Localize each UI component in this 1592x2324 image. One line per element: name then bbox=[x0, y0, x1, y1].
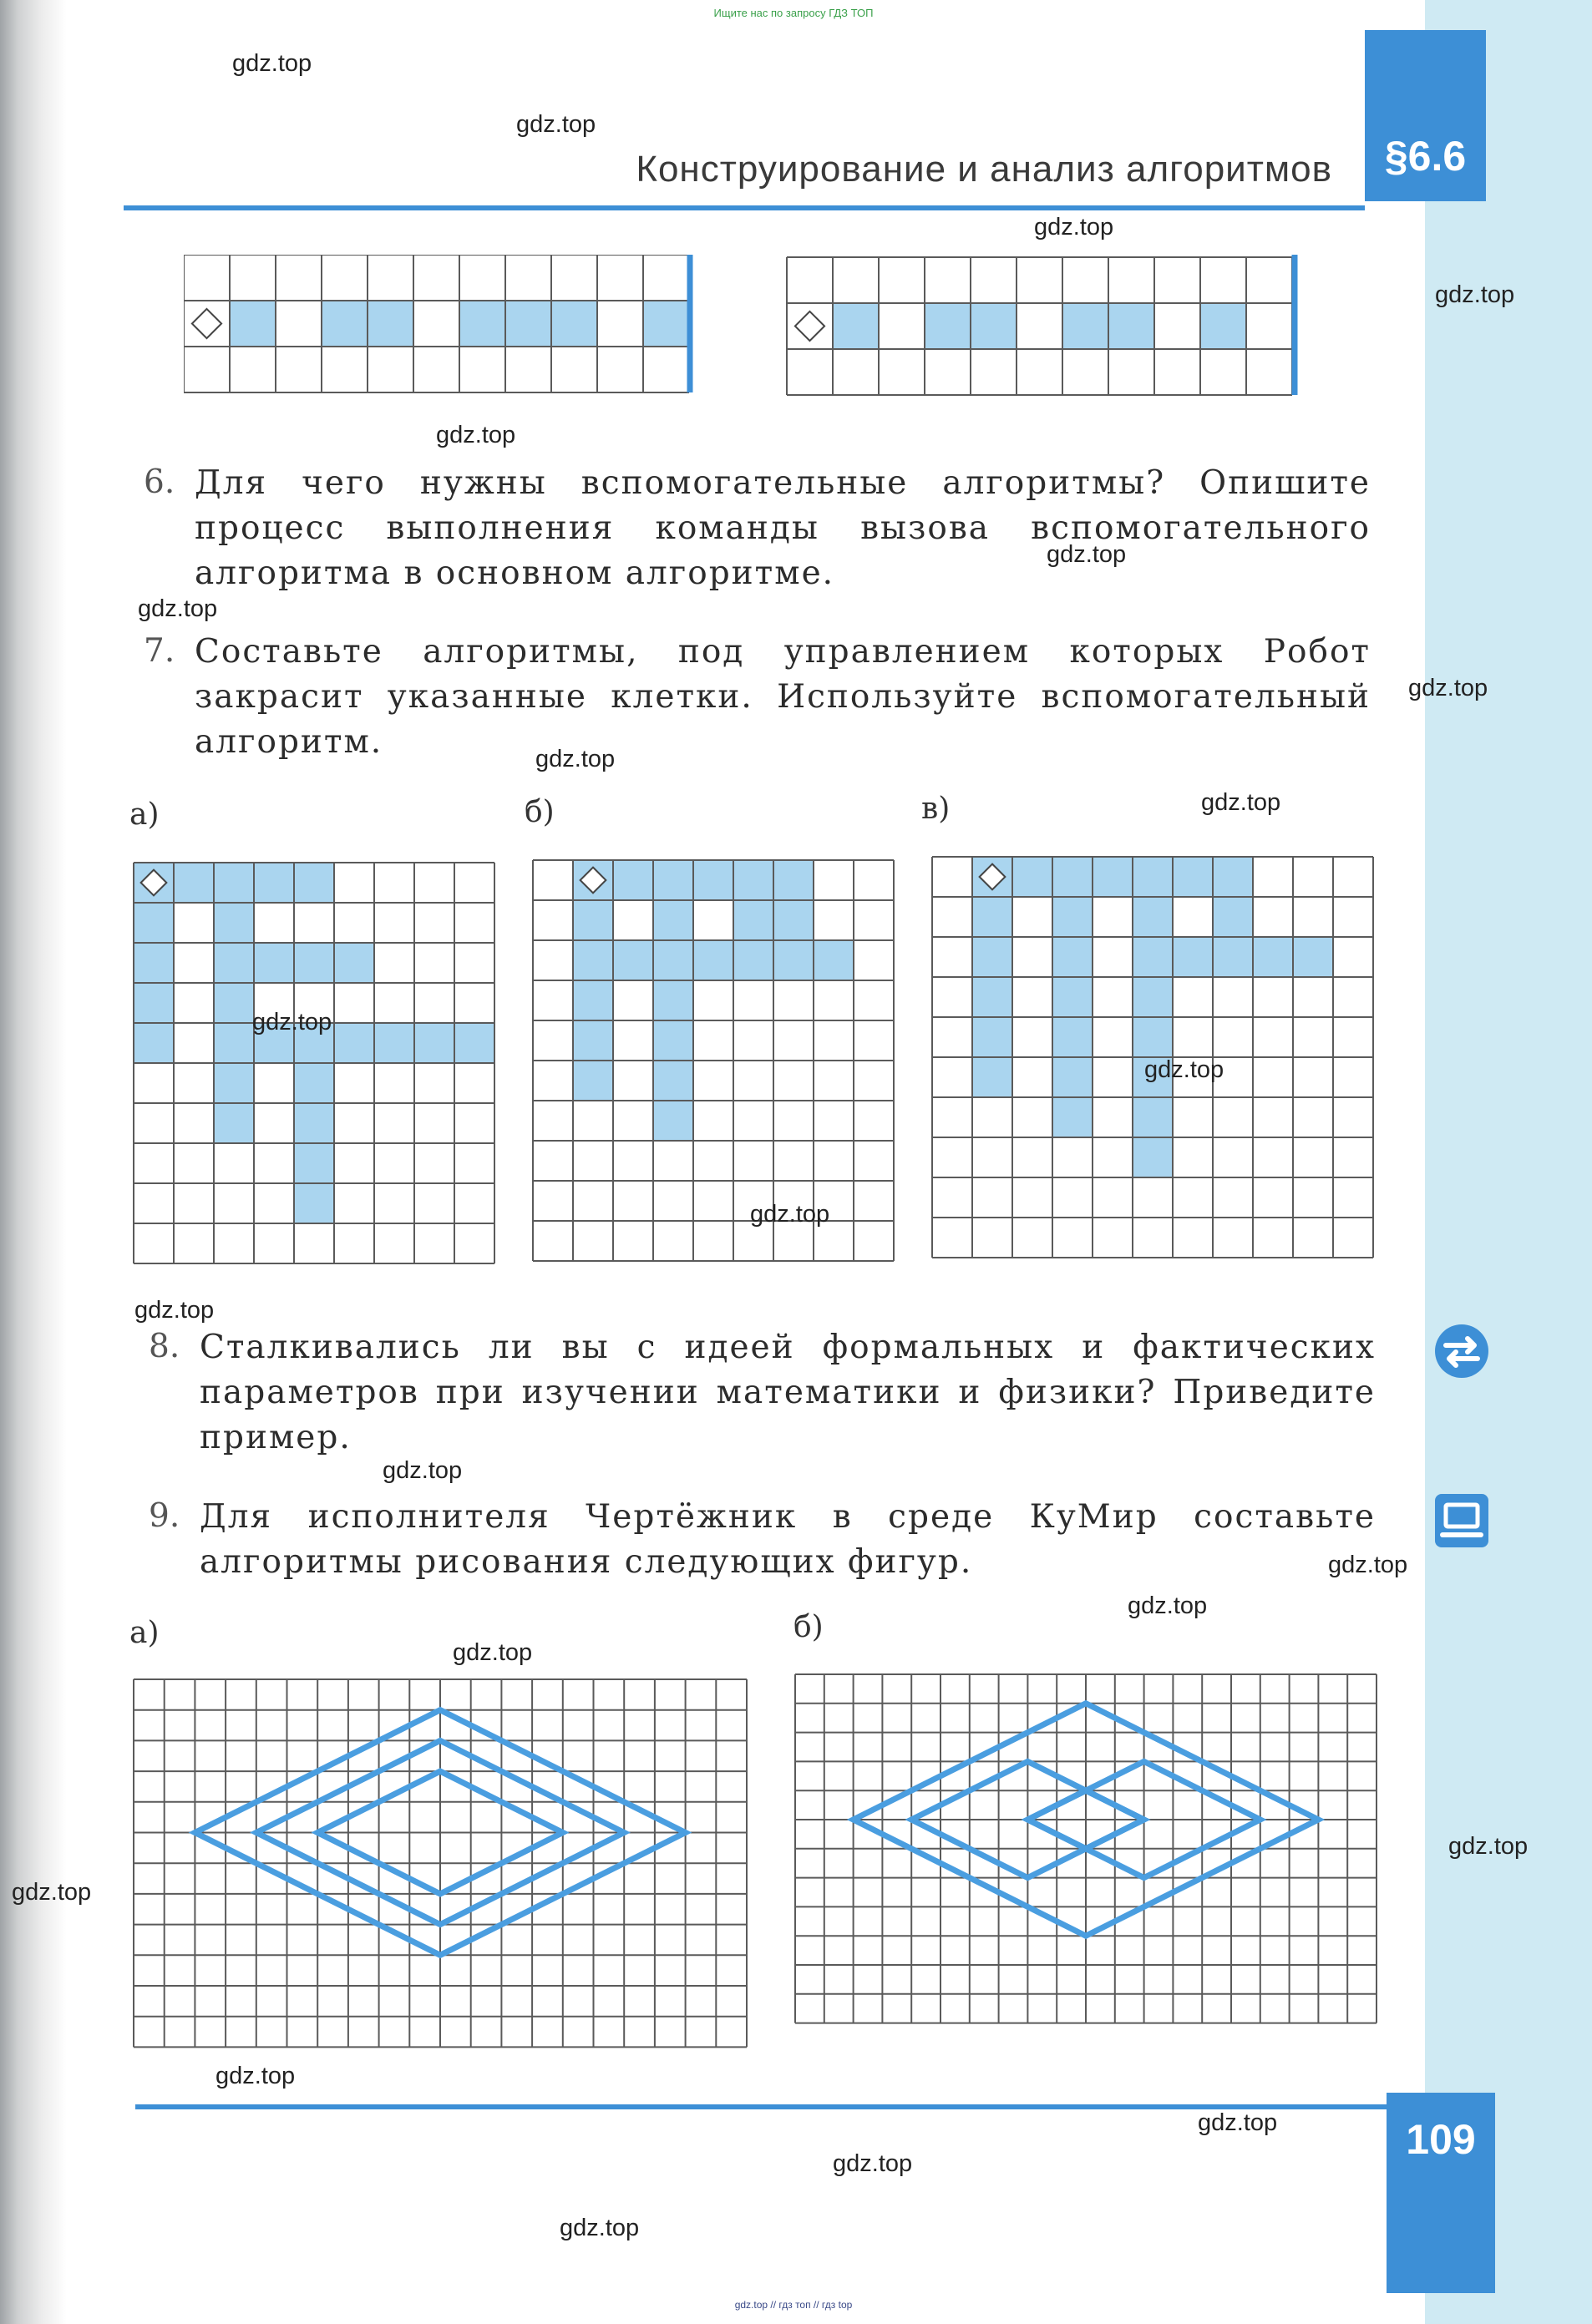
robot-strips-figure bbox=[184, 255, 1311, 405]
painted-cell bbox=[773, 860, 814, 900]
painted-cell bbox=[833, 303, 879, 349]
painted-cell bbox=[214, 1063, 254, 1103]
painted-cell bbox=[134, 983, 174, 1023]
robot-grid-a bbox=[134, 863, 494, 1263]
computer-icon bbox=[1434, 1493, 1489, 1548]
painted-cell bbox=[134, 943, 174, 983]
painted-cell bbox=[1052, 1097, 1093, 1137]
painted-cell bbox=[505, 301, 551, 347]
painted-cell bbox=[733, 940, 773, 980]
painted-cell bbox=[573, 940, 613, 980]
task-9-label-b: б) bbox=[793, 1610, 824, 1644]
painted-cell bbox=[1052, 897, 1093, 937]
task-8-number: 8. bbox=[149, 1328, 180, 1365]
painted-cell bbox=[733, 860, 773, 900]
watermark: gdz.top bbox=[833, 2150, 913, 2177]
watermark: gdz.top bbox=[1201, 789, 1281, 816]
painted-cell bbox=[368, 301, 413, 347]
painted-cell bbox=[294, 943, 334, 983]
watermark: gdz.top bbox=[1198, 2109, 1278, 2136]
painted-cell bbox=[653, 860, 693, 900]
watermark: gdz.top bbox=[1047, 541, 1127, 568]
painted-cell bbox=[1293, 937, 1333, 977]
painted-cell bbox=[1093, 857, 1133, 897]
painted-cell bbox=[1052, 977, 1093, 1017]
painted-cell bbox=[134, 1023, 174, 1063]
painted-cell bbox=[1173, 937, 1213, 977]
painted-cell bbox=[653, 1061, 693, 1101]
task-7-number: 7. bbox=[144, 632, 175, 670]
task-9-text: Для исполнителя Чертёжник в среде КуМир составьте алгоритмы рисования следующих фигур. bbox=[200, 1498, 1376, 1581]
painted-cell bbox=[1052, 937, 1093, 977]
painted-cell bbox=[573, 1020, 613, 1061]
watermark: gdz.top bbox=[750, 1201, 830, 1228]
watermark: gdz.top bbox=[560, 2215, 640, 2241]
painted-cell bbox=[653, 980, 693, 1020]
painted-cell bbox=[1012, 857, 1052, 897]
painted-cell bbox=[1253, 937, 1293, 977]
painted-cell bbox=[254, 863, 294, 903]
painted-cell bbox=[613, 940, 653, 980]
task-6-text: Для чего нужны вспомогательные алгоритмы? Опишите процесс выполнения команды вызова вспомогательного алгоритма в основном алгоритме. bbox=[195, 464, 1371, 592]
painted-cell bbox=[230, 301, 276, 347]
page-number: 109 bbox=[1406, 2116, 1476, 2163]
painted-cell bbox=[294, 1063, 334, 1103]
painted-cell bbox=[573, 900, 613, 940]
painted-cell bbox=[1052, 1057, 1093, 1097]
watermark: gdz.top bbox=[232, 50, 312, 77]
painted-cell bbox=[1133, 897, 1173, 937]
painted-cell bbox=[972, 977, 1012, 1017]
painted-cell bbox=[653, 900, 693, 940]
right-margin-bar bbox=[1425, 0, 1592, 2324]
painted-cell bbox=[693, 940, 733, 980]
painted-cell bbox=[1108, 303, 1154, 349]
painted-cell bbox=[653, 1020, 693, 1061]
watermark: gdz.top bbox=[453, 1639, 533, 1666]
section-number: §6.6 bbox=[1384, 133, 1467, 180]
painted-cell bbox=[1213, 897, 1253, 937]
task-7-label-a: а) bbox=[129, 797, 160, 832]
painted-cell bbox=[1133, 937, 1173, 977]
painted-cell bbox=[334, 1023, 374, 1063]
top-banner: Ищите нас по запросу ГДЗ ТОП bbox=[713, 7, 874, 19]
painted-cell bbox=[374, 1023, 414, 1063]
painted-cell bbox=[334, 943, 374, 983]
task-8-text: Сталкивались ли вы с идеей формальных и фактических параметров при изучении математики и физики? Приведите пример. bbox=[200, 1329, 1376, 1456]
task-7-text: Составьте алгоритмы, под управлением которых Робот закрасит указанные клетки. Используйте вспомогательный алгоритм. bbox=[195, 633, 1371, 761]
draftsman-grid-a bbox=[134, 1679, 747, 2047]
painted-cell bbox=[1133, 857, 1173, 897]
painted-cell bbox=[294, 1143, 334, 1183]
painted-cell bbox=[214, 903, 254, 943]
painted-cell bbox=[972, 1017, 1012, 1057]
watermark: gdz.top bbox=[12, 1879, 92, 1906]
watermark: gdz.top bbox=[383, 1457, 463, 1484]
swap-arrows-icon bbox=[1434, 1324, 1489, 1379]
painted-cell bbox=[1133, 1137, 1173, 1177]
painted-cell bbox=[925, 303, 971, 349]
robot-marker bbox=[192, 309, 221, 338]
painted-cell bbox=[971, 303, 1017, 349]
painted-cell bbox=[1213, 937, 1253, 977]
painted-cell bbox=[972, 937, 1012, 977]
painted-cell bbox=[1173, 857, 1213, 897]
watermark: gdz.top bbox=[1435, 281, 1515, 308]
watermark: gdz.top bbox=[215, 2063, 296, 2089]
painted-cell bbox=[1133, 1097, 1173, 1137]
painted-cell bbox=[174, 863, 214, 903]
painted-cell bbox=[693, 860, 733, 900]
painted-cell bbox=[1133, 1017, 1173, 1057]
watermark: gdz.top bbox=[134, 1297, 215, 1324]
watermark: gdz.top bbox=[1144, 1056, 1224, 1083]
painted-cell bbox=[414, 1023, 454, 1063]
painted-cell bbox=[1052, 1017, 1093, 1057]
watermark: gdz.top bbox=[1448, 1833, 1529, 1860]
painted-cell bbox=[1213, 857, 1253, 897]
robot-marker bbox=[795, 311, 824, 341]
painted-cell bbox=[613, 860, 653, 900]
painted-cell bbox=[294, 1183, 334, 1223]
painted-cell bbox=[573, 1061, 613, 1101]
painted-cell bbox=[214, 1103, 254, 1143]
draftsman-figures bbox=[125, 1666, 1403, 2050]
task-6-number: 6. bbox=[144, 463, 175, 501]
painted-cell bbox=[214, 943, 254, 983]
painted-cell bbox=[814, 940, 854, 980]
watermark: gdz.top bbox=[1328, 1552, 1408, 1578]
task-7-label-v: в) bbox=[921, 792, 951, 826]
painted-cell bbox=[294, 863, 334, 903]
painted-cell bbox=[1052, 857, 1093, 897]
painted-cell bbox=[454, 1023, 494, 1063]
painted-cell bbox=[573, 980, 613, 1020]
robot-grid-b bbox=[533, 860, 894, 1261]
header-rule bbox=[124, 205, 1365, 210]
watermark: gdz.top bbox=[1128, 1592, 1208, 1619]
painted-cell bbox=[643, 301, 689, 347]
painted-cell bbox=[1133, 977, 1173, 1017]
watermark: gdz.top bbox=[516, 111, 596, 138]
bottom-banner: gdz.top // гдз топ // гдз top bbox=[734, 2299, 853, 2311]
painted-cell bbox=[972, 897, 1012, 937]
painted-cell bbox=[214, 1023, 254, 1063]
page-title: Конструирование и анализ алгоритмов bbox=[636, 149, 1332, 190]
painted-cell bbox=[459, 301, 505, 347]
painted-cell bbox=[214, 983, 254, 1023]
painted-cell bbox=[773, 900, 814, 940]
watermark: gdz.top bbox=[252, 1009, 332, 1035]
watermark: gdz.top bbox=[1034, 214, 1114, 241]
painted-cell bbox=[972, 1057, 1012, 1097]
watermark: gdz.top bbox=[138, 595, 218, 622]
painted-cell bbox=[294, 1103, 334, 1143]
robot-strip-2 bbox=[787, 255, 1295, 395]
draftsman-grid-b bbox=[795, 1674, 1377, 2023]
painted-cell bbox=[653, 940, 693, 980]
painted-cell bbox=[214, 863, 254, 903]
watermark: gdz.top bbox=[1408, 675, 1488, 701]
painted-cell bbox=[134, 903, 174, 943]
task-9-number: 9. bbox=[149, 1497, 180, 1535]
painted-cell bbox=[1062, 303, 1108, 349]
watermark: gdz.top bbox=[535, 746, 616, 772]
robot-strip-1 bbox=[184, 255, 690, 392]
painted-cell bbox=[1200, 303, 1246, 349]
page-spine-shadow bbox=[0, 0, 67, 2324]
watermark: gdz.top bbox=[436, 422, 516, 448]
task-7-label-b: б) bbox=[525, 795, 555, 829]
painted-cell bbox=[773, 940, 814, 980]
task-9-label-a: а) bbox=[129, 1616, 160, 1650]
painted-cell bbox=[322, 301, 368, 347]
painted-cell bbox=[254, 943, 294, 983]
painted-cell bbox=[733, 900, 773, 940]
painted-cell bbox=[653, 1101, 693, 1141]
painted-cell bbox=[551, 301, 597, 347]
